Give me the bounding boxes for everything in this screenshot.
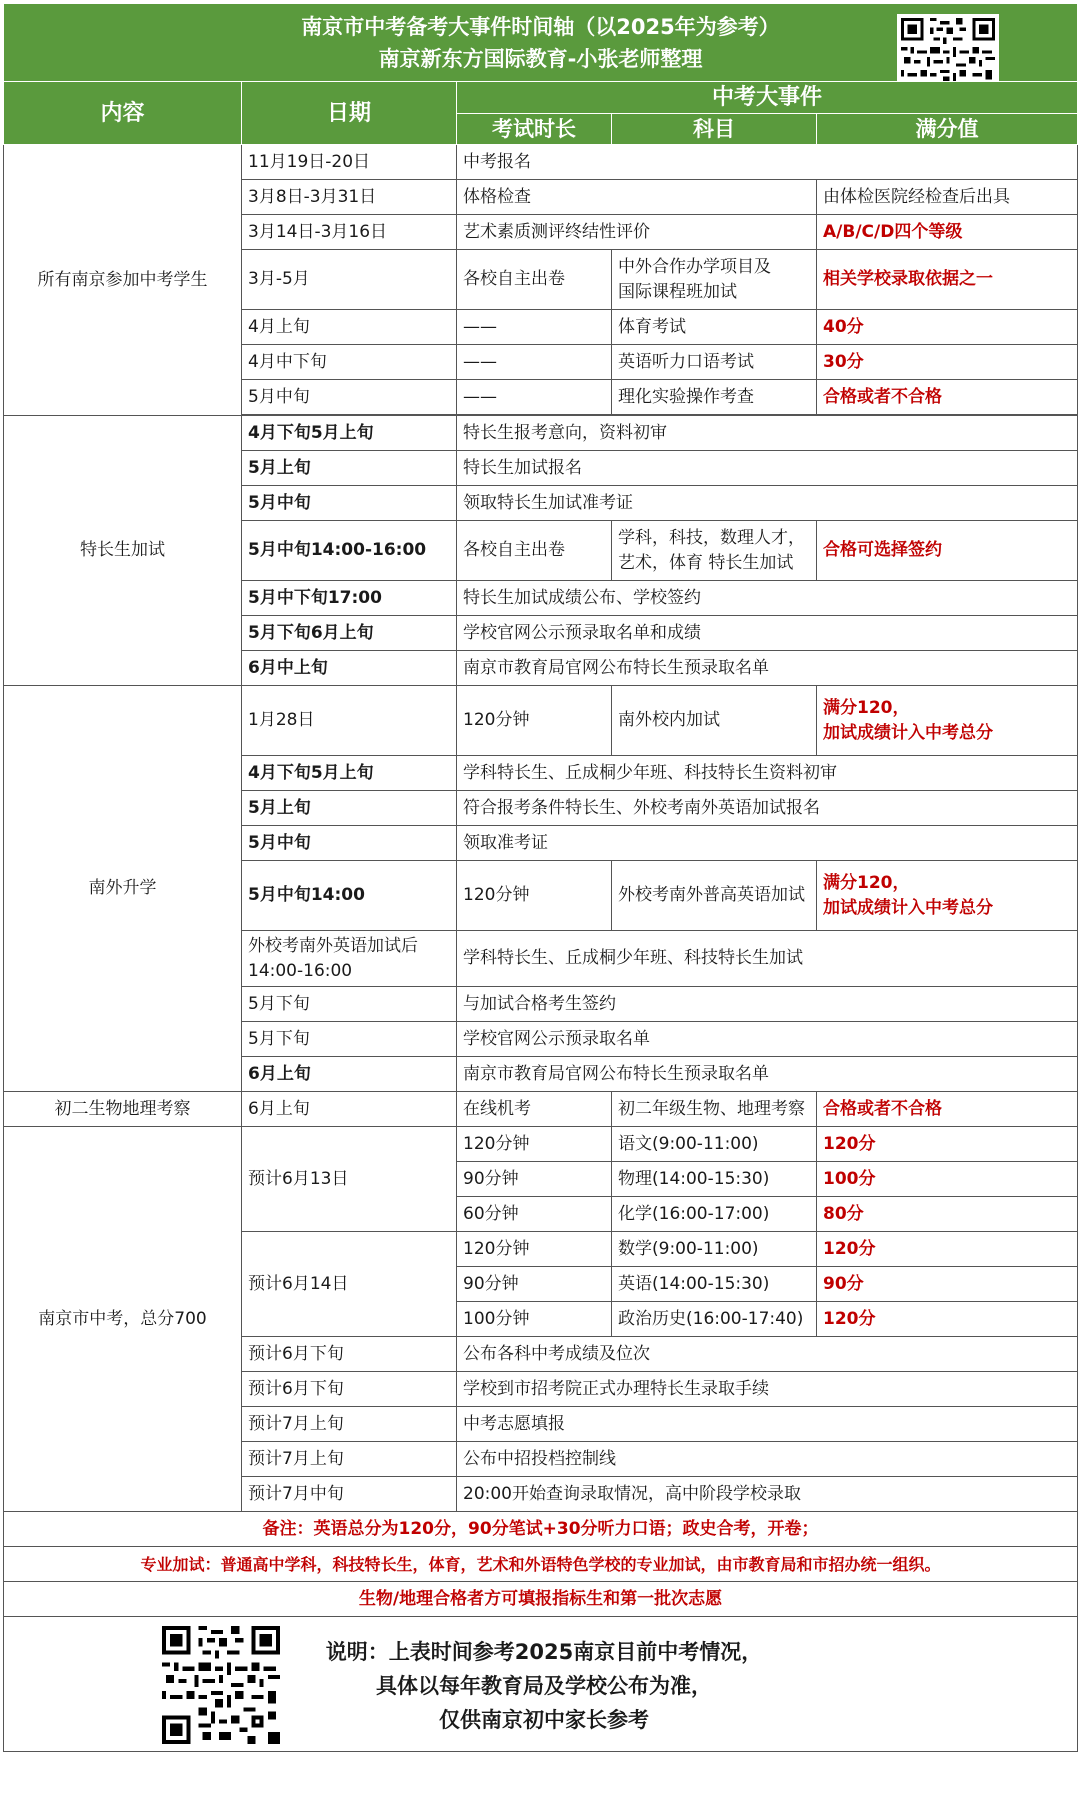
table-row [4,686,1078,756]
table-row [4,145,1078,180]
score-cell: 100分 [817,1162,1078,1197]
subject-line: 国际课程班加试 [618,281,737,302]
subject-cell: 英语(14:00-15:30) [612,1267,817,1302]
score-line: 加试成绩计入中考总分 [823,897,993,918]
note-special-exam: 专业加试：普通高中学科，科技特长生，体育，艺术和外语特色学校的专业加试，由市教育局和市招办统一组织。 [4,1547,1078,1582]
event-cell: 学校到市招考院正式办理特长生录取手续 [457,1372,1078,1407]
footer [4,1617,1078,1752]
duration-cell: 在线机考 [457,1092,612,1127]
col-header-duration: 考试时长 [457,114,612,145]
date-cell: 预计6月下旬 [242,1337,457,1372]
col-header-date: 日期 [242,82,457,145]
score-cell [817,861,1078,931]
duration-cell: 120分钟 [457,861,612,931]
date-cell: 4月上旬 [242,310,457,345]
table-row [4,1127,1078,1162]
col-header-content: 内容 [4,82,242,145]
date-cell: 预计6月13日 [242,1127,457,1232]
group-label-all-students: 所有南京参加中考学生 [4,145,242,416]
subject-line: 艺术，体育 特长生加试 [618,552,794,573]
title-line-2: 南京新东方国际教育-小张老师整理 [378,46,703,71]
date-cell: 4月中下旬 [242,345,457,380]
date-cell: 4月下旬5月上旬 [242,416,457,451]
date-cell: 3月-5月 [242,250,457,310]
subject-cell: 物理(14:00-15:30) [612,1162,817,1197]
timeline-table [3,3,1078,1752]
event-cell: 艺术素质测评终结性评价 [457,215,817,250]
subject-cell: 化学(16:00-17:00) [612,1197,817,1232]
duration-cell: 120分钟 [457,1232,612,1267]
footer-line: 具体以每年教育局及学校公布为准， [376,1674,712,1698]
group-label-bio-geo: 初二生物地理考察 [4,1092,242,1127]
event-cell: 学校官网公示预录取名单 [457,1022,1078,1057]
col-header-events: 中考大事件 [457,82,1078,114]
event-cell: 特长生报考意向，资料初审 [457,416,1078,451]
date-cell [242,931,457,987]
duration-cell: —— [457,310,612,345]
table-row [4,1092,1078,1127]
date-cell: 11月19日-20日 [242,145,457,180]
score-cell: 120分 [817,1232,1078,1267]
duration-cell: 90分钟 [457,1162,612,1197]
score-line: 加试成绩计入中考总分 [823,722,993,743]
date-cell: 5月中旬 [242,486,457,521]
date-cell: 6月上旬 [242,1092,457,1127]
subject-cell: 语文(9:00-11:00) [612,1127,817,1162]
score-cell: 120分 [817,1127,1078,1162]
duration-cell: —— [457,345,612,380]
date-cell: 5月中旬 [242,826,457,861]
score-cell: 合格或者不合格 [817,380,1078,415]
group-label-zhongkao: 南京市中考，总分700 [4,1127,242,1512]
score-cell: 40分 [817,310,1078,345]
date-cell: 预计6月下旬 [242,1372,457,1407]
subject-cell: 理化实验操作考查 [612,380,817,415]
date-cell: 3月8日-3月31日 [242,180,457,215]
qr-code-icon [897,14,999,82]
date-line: 外校考南外英语加试后 [248,935,418,956]
duration-cell: 60分钟 [457,1197,612,1232]
score-line: 满分120， [823,697,910,718]
event-cell: 学科特长生、丘成桐少年班、科技特长生资料初审 [457,756,1078,791]
duration-cell: 90分钟 [457,1267,612,1302]
subject-cell: 南外校内加试 [612,686,817,756]
footer-line: 说明：上表时间参考2025南京目前中考情况， [325,1640,763,1664]
event-cell: 特长生加试报名 [457,451,1078,486]
subject-cell: 政治历史(16:00-17:40) [612,1302,817,1337]
col-header-score: 满分值 [817,114,1078,145]
subject-line: 中外合作办学项目及 [618,256,771,277]
score-cell: 合格可选择签约 [817,521,1078,581]
event-cell: 领取特长生加试准考证 [457,486,1078,521]
col-header-subject: 科目 [612,114,817,145]
subject-cell: 体育考试 [612,310,817,345]
note-bio-geo: 生物/地理合格者方可填报指标生和第一批次志愿 [4,1582,1078,1617]
score-cell: 合格或者不合格 [817,1092,1078,1127]
score-cell: A/B/C/D四个等级 [817,215,1078,250]
event-cell: 学校官网公示预录取名单和成绩 [457,616,1078,651]
event-cell: 特长生加试成绩公布、学校签约 [457,581,1078,616]
date-cell: 5月上旬 [242,451,457,486]
date-cell: 预计7月上旬 [242,1407,457,1442]
score-cell: 90分 [817,1267,1078,1302]
event-cell: 公布中招投档控制线 [457,1442,1078,1477]
duration-cell: 各校自主出卷 [457,250,612,310]
subject-cell: 外校考南外普高英语加试 [612,861,817,931]
subject-line: 学科，科技，数理人才， [618,527,805,548]
date-cell: 5月下旬6月上旬 [242,616,457,651]
date-cell: 6月上旬 [242,1057,457,1092]
date-cell: 预计7月上旬 [242,1442,457,1477]
event-cell: 中考志愿填报 [457,1407,1078,1442]
score-line: 满分120， [823,872,910,893]
date-cell: 5月下旬 [242,987,457,1022]
event-cell: 南京市教育局官网公布特长生预录取名单 [457,651,1078,686]
group-label-special: 特长生加试 [4,416,242,686]
event-cell: 符合报考条件特长生、外校考南外英语加试报名 [457,791,1078,826]
date-cell: 5月下旬 [242,1022,457,1057]
score-cell: 30分 [817,345,1078,380]
score-cell: 120分 [817,1302,1078,1337]
duration-cell: 120分钟 [457,686,612,756]
date-cell: 预计7月中旬 [242,1477,457,1512]
event-cell: 公布各科中考成绩及位次 [457,1337,1078,1372]
table-row [4,416,1078,451]
date-cell: 预计6月14日 [242,1232,457,1337]
date-cell: 3月14日-3月16日 [242,215,457,250]
date-cell: 4月下旬5月上旬 [242,756,457,791]
date-cell: 5月中旬14:00 [242,861,457,931]
subject-cell [612,250,817,310]
subject-cell: 数学(9:00-11:00) [612,1232,817,1267]
event-cell: 领取准考证 [457,826,1078,861]
date-cell: 6月中上旬 [242,651,457,686]
event-cell: 体格检查 [457,180,817,215]
duration-cell: 100分钟 [457,1302,612,1337]
date-line: 14:00-16:00 [248,960,353,981]
footer-line: 仅供南京初中家长参考 [439,1708,649,1732]
subject-cell: 英语听力口语考试 [612,345,817,380]
duration-cell: 各校自主出卷 [457,521,612,581]
subject-cell: 初二年级生物、地理考察 [612,1092,817,1127]
score-cell: 相关学校录取依据之一 [817,250,1078,310]
title-line-1: 南京市中考备考大事件时间轴（以2025年为参考） [301,14,780,39]
date-cell: 5月上旬 [242,791,457,826]
footer-note [294,1635,794,1737]
date-cell: 1月28日 [242,686,457,756]
duration-cell: 120分钟 [457,1127,612,1162]
date-cell: 5月中旬14:00-16:00 [242,521,457,581]
duration-cell: —— [457,380,612,415]
group-label-nanwai: 南外升学 [4,686,242,1092]
event-cell: 与加试合格考生签约 [457,987,1078,1022]
score-cell: 80分 [817,1197,1078,1232]
score-cell: 由体检医院经检查后出具 [817,180,1078,215]
event-cell: 20:00开始查询录取情况，高中阶段学校录取 [457,1477,1078,1512]
event-cell: 学科特长生、丘成桐少年班、科技特长生加试 [457,931,1078,987]
date-cell: 5月中下旬17:00 [242,581,457,616]
note-english-score: 备注：英语总分为120分，90分笔试+30分听力口语；政史合考，开卷； [4,1512,1078,1547]
qr-code-icon [162,1626,280,1744]
page-title [4,4,1078,82]
event-cell: 南京市教育局官网公布特长生预录取名单 [457,1057,1078,1092]
date-cell: 5月中旬 [242,380,457,415]
score-cell [817,686,1078,756]
event-cell: 中考报名 [457,145,1078,180]
subject-cell [612,521,817,581]
